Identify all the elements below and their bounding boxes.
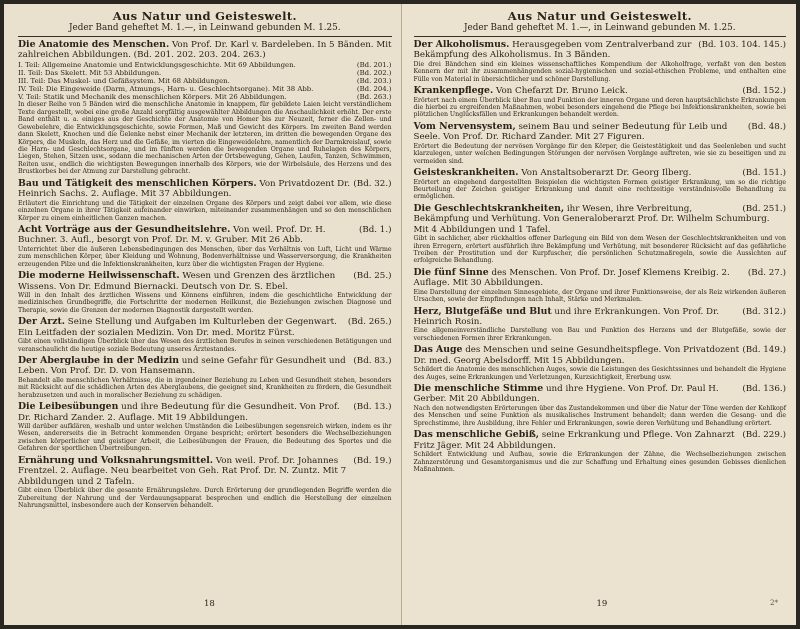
entry-title: Geisteskrankheiten. (413, 167, 519, 179)
entry-title: Vom Nervensystem, (413, 120, 516, 132)
entry-heading (18, 317, 392, 338)
catalog-entry (414, 384, 787, 427)
entry-title: Herz, Blutgefäße und Blut (413, 305, 552, 317)
volume-number: (Bd. 312.) (742, 306, 786, 317)
entry-author: Von Prof. Dr. Karl v. Bardeleben. In 5 Bänden. Mit zahlreichen Abbildungen. (Bd. 201. 202. 203. 204. 263.) (18, 40, 392, 61)
left-page (4, 4, 401, 625)
book-spread (4, 4, 796, 625)
volume-number: (Bd. 202.) (356, 68, 392, 77)
header-rule (18, 36, 392, 37)
volume-number: (Bd. 149.) (742, 345, 786, 356)
entry-title: Die menschliche Stimme (413, 383, 544, 395)
catalog-entry (414, 86, 787, 119)
volume-number: (Bd. 251.) (742, 203, 786, 214)
entry-heading (414, 307, 787, 328)
entry-description: Schildert Entwicklung und Aufbau, sowie die Erkrankungen der Zähne, die Wechselbeziehungen zwischen Zahnzerstörung und Gesamtorganismus und die zur Schaffung und Erhaltung eines gesunden Gebisses dienlichen Maßnahmen. (413, 451, 786, 473)
catalog-entry (18, 179, 392, 222)
volume-number: (Bd. 263.) (356, 93, 392, 102)
volume-title: III. Teil: Das Muskel- und Gefäßsystem. Mit 68 Abbildungen. (18, 77, 230, 85)
price-line: Jeder Band geheftet M. 1.—, in Leinwand gebunden M. 1.25. (463, 23, 736, 33)
entry-author: Seine Stellung und Aufgaben im Kulturleben der Gegenwart. Ein Leitfaden der sozialen Medizin. Von Dr. med. Moritz Fürst. (18, 317, 337, 338)
catalog-entries (18, 40, 392, 509)
entry-author: Von weil. Prof. Dr. H. Buchner. 3. Aufl., besorgt von Prof. Dr. M. v. Gruber. Mit 26 Abb. (18, 224, 326, 246)
entry-author: des Menschen und seine Gesundheitspflege. Von Privatdozent Dr. med. Georg Abelsdorff. Mit 15 Abbildungen. (413, 345, 740, 366)
entry-author: Von Anstaltsoberarzt Dr. Georg Ilberg. (518, 168, 692, 179)
catalog-entry (414, 268, 787, 304)
entry-author: und ihre Hygiene. Von Prof. Dr. Paul H. Gerber. Mit 20 Abbildungen. (413, 384, 719, 405)
entry-heading (414, 430, 787, 451)
volume-number: (Bd. 136.) (742, 384, 786, 395)
catalog-entry (414, 307, 787, 343)
volume-number: (Bd. 103. 104. 145.) (698, 40, 786, 50)
entry-author: und ihre Bedeutung für die Gesundheit. Von Prof. Dr. Richard Zander. 2. Auflage. Mit 19 Abbildungen. (18, 402, 340, 423)
volume-number: (Bd. 152.) (742, 86, 786, 97)
entry-title: Der Aberglaube in der Medizin (18, 355, 179, 367)
entry-title: Der Arzt. (18, 316, 66, 328)
entry-heading (18, 356, 392, 377)
entry-heading (414, 384, 787, 405)
entry-heading (414, 40, 787, 61)
catalog-entry (18, 271, 392, 314)
entry-author: und seine Gefahr für Gesundheit und Leben. Von Prof. Dr. D. von Hansemann. (18, 356, 346, 377)
page-number: 18 (204, 599, 215, 609)
entry-title: Die moderne Heilwissenschaft. (18, 270, 180, 282)
entry-description: Gibt in sachlicher, aber rückhaltlos offener Darlegung ein Bild von dem Wesen der Geschlechtskrankheiten und von ihren Erregern, erörtert ausführlich ihre Bekämpfung und Verhütung, mit besonderer Rücksicht auf das gefährliche Treiben der Prostitution und der Kurpfuscher, die persönlichen Schutzmaßregeln, sowie die Aussichten auf erfolgreiche Behandlung. (413, 235, 786, 265)
entry-author: seine Erkrankung und Pflege. Von Zahnarzt Fritz Jäger. Mit 24 Abbildungen. (413, 430, 735, 451)
catalog-entry (18, 317, 392, 353)
volume-number: (Bd. 151.) (742, 168, 786, 179)
volume-number: (Bd. 27.) (747, 267, 786, 278)
entry-description: Will darüber aufklären, weshalb und unter welchen Umständen die Leibesübungen segensreich wirken, indem es ihr Wesen, andererseits die in Betracht kommenden Organe bespricht; erörtert besonders die Wechselbeziehungen zwischen körperlicher und geistiger Arbeit, die Leibesübungen der Frauen, die Bedeutung des Sportes und die Gefahren der sportlichen Übertreibungen. (18, 423, 392, 453)
entry-heading (414, 268, 787, 289)
volume-number: (Bd. 32.) (353, 178, 392, 189)
entry-title: Das Auge (413, 344, 463, 356)
volume-number: (Bd. 25.) (353, 271, 392, 282)
catalog-entry (18, 456, 392, 510)
entry-title: Das menschliche Gebiß, (413, 429, 540, 441)
entry-title: Die Anatomie des Menschen. (18, 39, 170, 50)
entry-author: Von Chefarzt Dr. Bruno Leick. (493, 86, 628, 97)
entry-title: Der Alkoholismus. (413, 39, 510, 50)
volume-row (18, 61, 392, 69)
entry-description: Gibt einen vollständigen Überblick über das Wesen des ärztlichen Berufes in seinen verschiedenen Betätigungen und veranschaulicht die heutige soziale Bedeutung unseres Ärztestandes. (18, 338, 392, 353)
entry-title: Die fünf Sinne (413, 266, 489, 278)
entry-heading (414, 122, 787, 143)
entry-description: Schildert die Anatomie des menschlichen Auges, sowie die Leistungen des Gesichtssinnes und behandelt die Hygiene des Auges, seine Erkrankungen und Verletzungen, Kurzsichtigkeit, Ererbung usw. (413, 366, 786, 381)
volume-number: (Bd. 13.) (353, 402, 392, 413)
header-rule (414, 36, 787, 37)
volume-number: (Bd. 201.) (356, 60, 392, 69)
catalog-entry (414, 204, 787, 265)
entry-description: Nach den notwendigsten Erörterungen über das Zustandekommen und über die Natur der Töne werden der Kehlkopf des Menschen und seine Funktion als musikalisches Instrument behandelt; dann werden die Gesang- und die Sprechstimme, ihre Ausbildung, ihre Fehler und Erkrankungen, sowie deren Verhütung und Behandlung erörtert. (413, 404, 786, 427)
volume-row (18, 77, 392, 85)
volume-number: (Bd. 229.) (742, 430, 786, 441)
volume-title: IV. Teil: Die Eingeweide (Darm, Atmungs-, Harn- u. Geschlechtsorgane). Mit 38 Abb. (18, 85, 314, 94)
entry-author: seinem Bau und seiner Bedeutung für Leib und Seele. Von Prof. Dr. Richard Zander. Mit 27 Figuren. (413, 121, 728, 143)
catalog-entries (414, 40, 787, 473)
volume-number: (Bd. 19.) (353, 455, 392, 466)
series-header: Aus Natur und Geisteswelt. (112, 9, 297, 23)
entry-heading (18, 40, 392, 61)
volume-number: (Bd. 204.) (356, 85, 392, 94)
signature-mark: 2* (770, 599, 778, 607)
entry-title: Bau und Tätigkeit des menschlichen Körpers. (18, 177, 257, 189)
catalog-entry (18, 402, 392, 453)
entry-description: Behandelt alle menschlichen Verhältnisse, die in irgendeiner Beziehung zu Leben und Gesundheit stehen, besonders mit Rücksicht auf die schädlichen Arten des Aberglaubens, die geeignet sind, Krankheiten zu fördern, die Gesundheit herabzusetzen und auch in moralischer Beziehung zu schädigen. (18, 376, 392, 399)
volume-number: (Bd. 83.) (353, 356, 392, 367)
entry-description: Gibt einen Überblick über die gesamte Ernährungslehre. Durch Erörterung der grundlegenden Begriffe werden die Zubereitung der Nahrung und der Verdauungsapparat besprochen und endlich die Herstellung der einzelnen Nahrungsmittel, insbesondere auch der Konserven behandelt. (18, 487, 392, 509)
entry-description: Erörtert nach einem Überblick über Bau und Funktion der inneren Organe und deren hauptsächlichste Erkrankungen die hierbei zu ergreifenden Maßnahmen, wobei besonders eingehend die Pflege bei Infektionskrankheiten, sowie bei plötzlichen Unglücksfällen und Erkrankungen behandelt werden. (413, 96, 786, 119)
entry-heading (18, 225, 392, 246)
page-number: 19 (596, 599, 608, 609)
volume-title: I. Teil: Allgemeine Anatomie und Entwicklungsgeschichte. Mit 69 Abbildungen. (18, 60, 296, 69)
catalog-entry (18, 356, 392, 399)
entry-description: Erläutert die Einrichtung und die Tätigkeit der einzelnen Organe des Körpers und zeigt dabei vor allem, wie diese einzelnen Organe in ihrer Tätigkeit aufeinander einwirken, miteinander zusammenhängen und so den menschlichen Körper zu einem einheitlichen Ganzen machen. (18, 199, 392, 222)
volume-row (18, 85, 392, 93)
catalog-entry (18, 225, 392, 268)
entry-description: Erörtert an eingehend dargestellten Beispielen die wichtigsten Formen geistiger Erkrankung, um so die richtige Beurteilung der Zeichen geistiger Erkrankung und damit eine rechtzeitige verständnisvolle Behandlung zu ermöglichen. (413, 178, 786, 201)
entry-description: Die drei Bändchen sind ein kleines wissenschaftliches Kompendium der Alkoholfrage, verfaßt von den besten Kennern der mit ihr zusammenhängenden sozial-hygienischen und sozial-ethischen Probleme, und enthalten eine Fülle von Material in übersichtlicher und schöner Darstellung. (413, 60, 786, 83)
entry-description: Will in den Inhalt des ärztlichen Wissens und Könnens einführen, indem die geschichtliche Entwicklung der medizinischen Grundbegriffe, die Fortschritte der modernen Heilkunst, die Beziehungen zwischen Diagnose und Therapie, sowie die Grenzen der modernen Diagnostik dargestellt werden. (18, 291, 392, 314)
volume-number: (Bd. 1.) (358, 224, 392, 235)
volume-number: (Bd. 48.) (747, 121, 786, 132)
volume-title: V. Teil: Statik und Mechanik des menschlichen Körpers. Mit 26 Abbildungen. (18, 93, 287, 102)
entry-heading (414, 345, 787, 366)
entry-title: Die Leibesübungen (18, 401, 119, 413)
entry-title: Ernährung und Volksnahrungsmittel. (18, 454, 214, 466)
volume-number: (Bd. 203.) (356, 77, 392, 85)
entry-heading (18, 456, 392, 487)
catalog-entry (414, 168, 787, 201)
entry-heading (414, 168, 787, 178)
price-line: Jeder Band geheftet M. 1.—, in Leinwand gebunden M. 1.25. (68, 23, 341, 33)
catalog-entry (18, 40, 392, 176)
entry-heading (414, 204, 787, 235)
entry-description: Eine Darstellung der einzelnen Sinnesgebiete, der Organe und ihrer Funktionsweise, der als Reiz wirkenden äußeren Ursachen, sowie der Empfindungen nach Inhalt, Stärke und Merkmalen. (413, 288, 786, 304)
entry-heading (18, 402, 392, 423)
entry-description: Unterrichtet über die äußeren Lebensbedingungen des Menschen, über das Verhältnis von Luft, Licht und Wärme zum menschlichen Körper, über Kleidung und Wohnung, Bodenverhältnisse und Wasserversorgung, die Krankheiten erzeugenden Pilze und die Infektionskrankheiten, kurz über die wichtigsten Fragen der Hygiene. (18, 245, 392, 268)
entry-author: ihr Wesen, ihre Verbreitung, Bekämpfung und Verhütung. Von Generaloberarzt Prof. Dr. Wilhelm Schumburg. Mit 4 Abbildungen und 1 Tafel. (413, 203, 770, 235)
entry-author: Von weil. Prof. Dr. Johannes Frentzel. 2. Auflage. Neu bearbeitet von Geh. Rat Prof. Dr. N. Zuntz. Mit 7 Abbildungen und 2 Tafeln. (18, 455, 347, 487)
entry-heading (18, 271, 392, 292)
entry-description: Erörtert die Bedeutung der nervösen Vorgänge für den Körper, die Geistestätigkeit und das Seelenleben und sucht klarzulegen, unter welchen Bedingungen Störungen der nervösen Vorgänge auftreten, wie sie zu beseitigen und zu vermeiden sind. (413, 142, 786, 165)
volume-title: II. Teil: Das Skelett. Mit 53 Abbildungen. (18, 68, 162, 77)
entry-description: In dieser Reihe von 5 Bänden wird die menschliche Anatomie in knappem, für gebildete Laien leicht verständlichem Texte dargestellt, wobei eine große Anzahl sorgfältig ausgewählter Abbildungen die Anschaulichkeit erhöht. Der erste Band enthält u. a. einiges aus der Geschichte der Anatomie von Homer bis zur Neuzeit, ferner die Zellen- und Gewebelehre, die Entwicklungsgeschichte, sowie Formen, Maß und Gewicht des Körpers. Im zweiten Band werden dann Skelett, Knochen und die Gelenke nebst einer Mechanik der letzteren, im dritten die bewegenden Organe des Körpers, die Muskeln, das Herz und die Gefäße, im vierten die Eingeweidelehre, namentlich der Darmkreislauf, sowie die Harn- und Geschlechtsorgane, und im fünften werden die bewegenden Organe und Ruhelagen des Körpers, Liegen, Stehen, Sitzen usw., sodann die mechanischen Arten der Ortsbewegung, Gehen, Laufen, Tanzen, Schwimmen, Reiten usw., endlich die wichtigsten Bewegungen innerhalb des Körpers, wie der Wirbelsäule, des Herzens und des Brustkorbes bei der Atmung zur Darstellung gebracht. (18, 101, 392, 176)
entry-author: Wesen und Grenzen des ärztlichen Wissens. Von Dr. Edmund Biernacki. Deutsch von Dr. S. Ebel. (18, 271, 336, 292)
entry-title: Die Geschlechtskrankheiten, (413, 202, 565, 214)
catalog-entry (414, 122, 787, 165)
entry-heading (18, 179, 392, 200)
volume-row (18, 93, 392, 101)
entry-author: Herausgegeben vom Zentralverband zur Bekämpfung des Alkoholismus. In 3 Bänden. (413, 40, 692, 61)
entry-author: und ihre Erkrankungen. Von Prof. Dr. Heinrich Rosin. (413, 306, 719, 328)
volume-number: (Bd. 265.) (347, 317, 392, 328)
series-header: Aus Natur und Geisteswelt. (507, 9, 692, 23)
right-page (402, 4, 797, 625)
entry-description: Eine allgemeinverständliche Darstellung von Bau und Funktion des Herzens und der Blutgefäße, sowie der verschiedenen Formen ihrer Erkrankungen. (413, 327, 786, 342)
entry-title: Krankenpflege. (413, 85, 494, 97)
entry-heading (414, 86, 787, 96)
entry-author: Von Privatdozent Dr. Heinrich Sachs. 2. Auflage. Mit 37 Abbildungen. (18, 178, 351, 200)
entry-author: des Menschen. Von Prof. Dr. Josef Klemens Kreibig. 2. Auflage. Mit 30 Abbildungen. (413, 267, 730, 289)
entry-title: Acht Vorträge aus der Gesundheitslehre. (18, 223, 231, 235)
volume-row (18, 69, 392, 77)
catalog-entry (414, 40, 787, 83)
catalog-entry (414, 345, 787, 381)
catalog-entry (414, 430, 787, 473)
